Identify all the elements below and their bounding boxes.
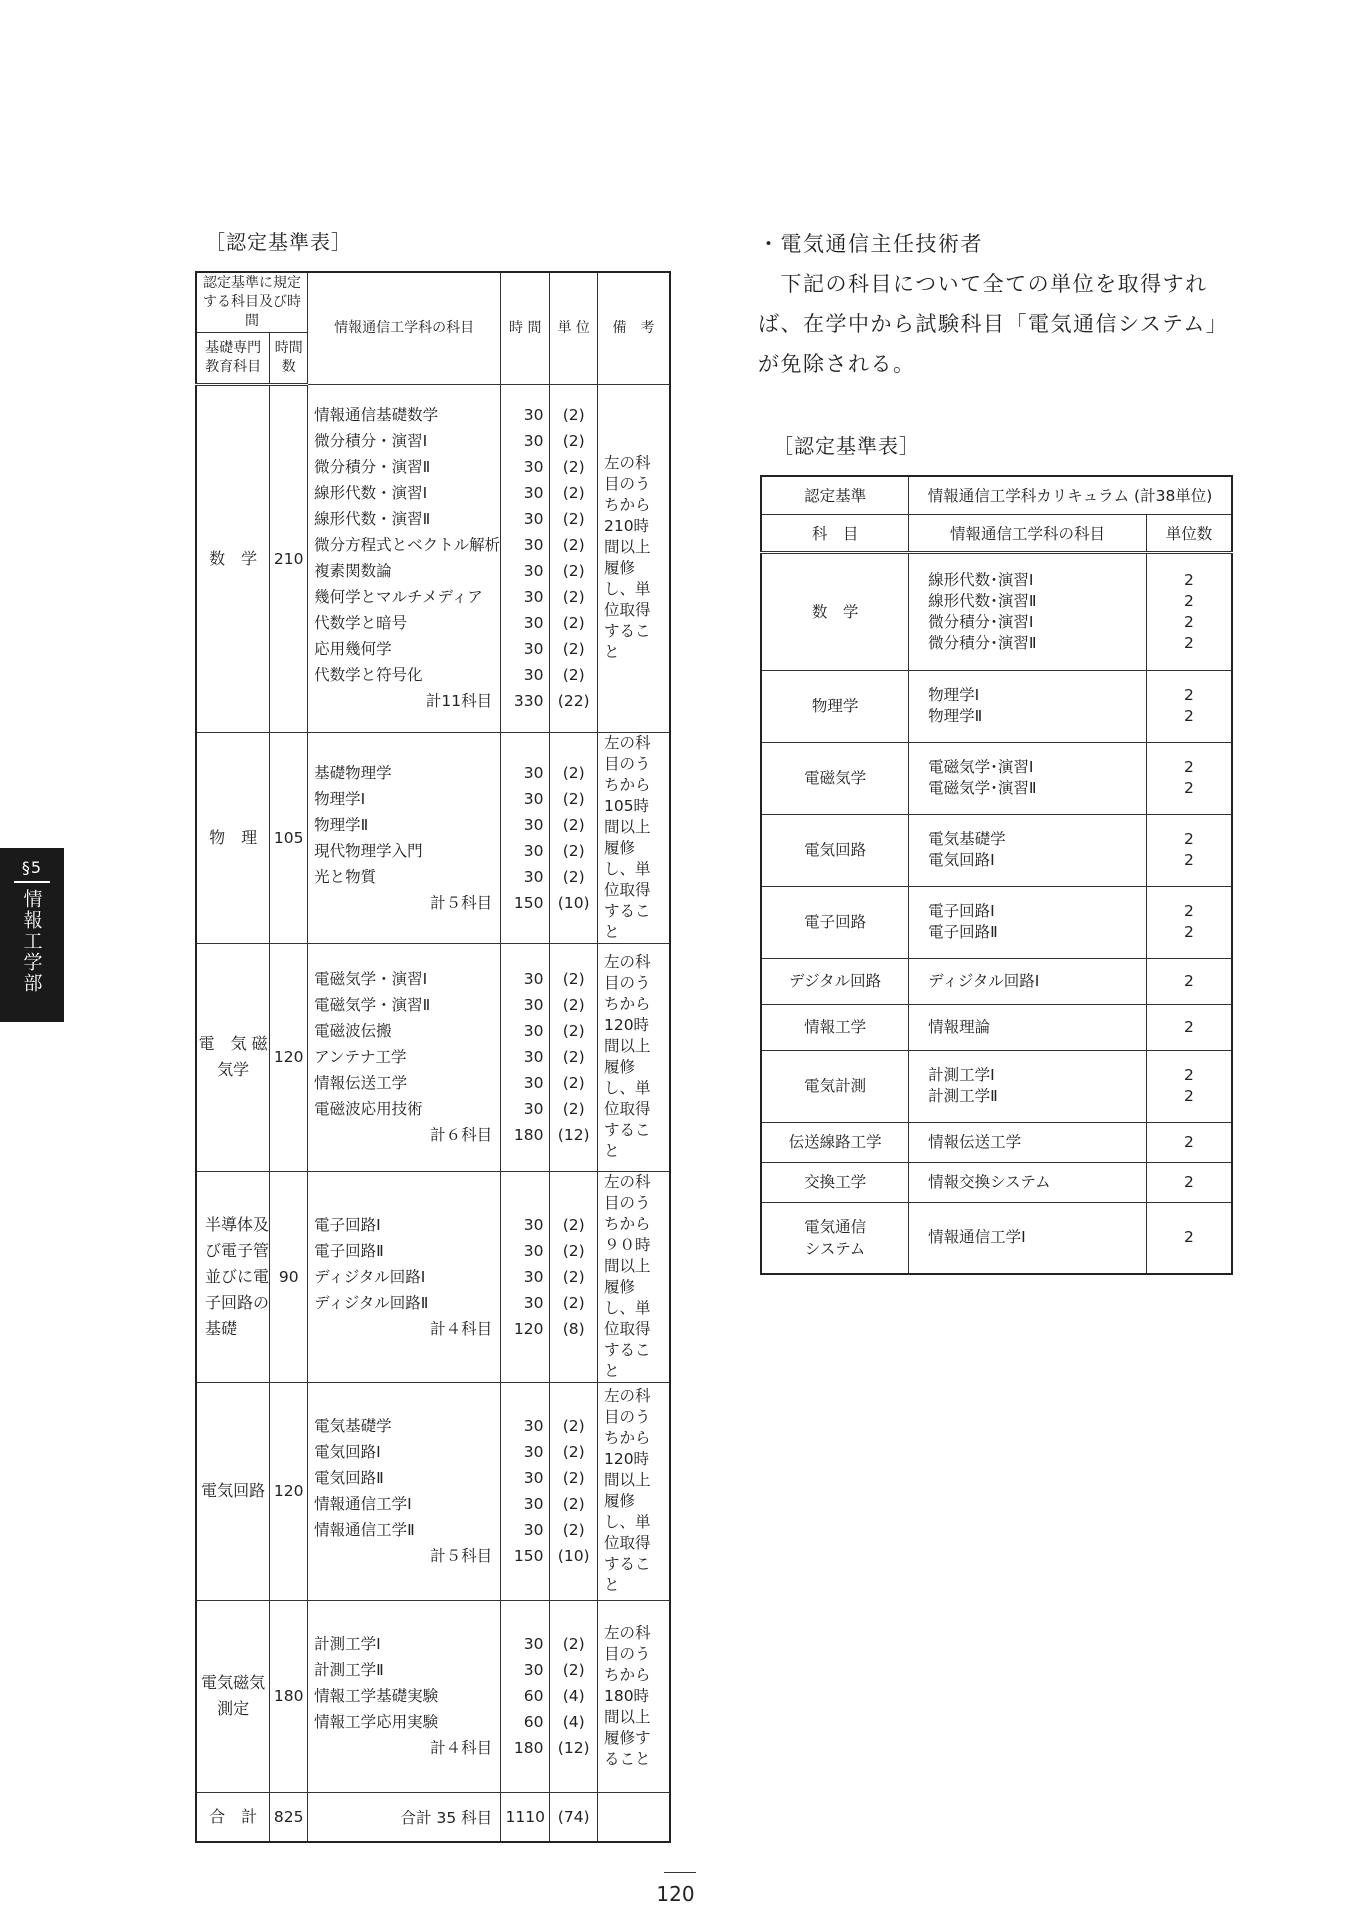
left-table-heading: ［認定基準表］ <box>205 230 352 254</box>
dept-subject: 電気回路Ⅰ <box>928 851 995 869</box>
subject-line: 線形代数・演習Ⅱ <box>314 510 431 528</box>
unit-count-cell <box>1146 886 1232 958</box>
hours-value: 30 <box>523 406 544 424</box>
subject-line: 計４科目 <box>430 1319 493 1338</box>
units-list <box>550 1171 598 1382</box>
header-curriculum: 情報通信工学科カリキュラム (計38単位) <box>909 476 1232 514</box>
units-list <box>550 384 598 732</box>
units-value: (2) <box>562 562 585 580</box>
header-dept-subject: 情報通信工学科の科目 <box>909 514 1147 552</box>
unit-count-cell <box>1146 958 1232 1004</box>
subject-line: 計測工学Ⅱ <box>314 1661 384 1679</box>
dept-subject-cell <box>909 742 1147 814</box>
total-hours-required: 825 <box>270 1792 308 1842</box>
unit-count: 2 <box>1184 851 1194 869</box>
standard-name: デジタル回路 <box>761 958 909 1004</box>
dept-subject: ディジタル回路Ⅰ <box>928 971 1040 990</box>
hours-list <box>501 943 550 1171</box>
group-required-hours: 120 <box>270 1382 308 1600</box>
units-value: (2) <box>562 970 585 988</box>
subject-line: 計５科目 <box>430 893 493 912</box>
standard-row <box>761 1202 1232 1274</box>
dept-subject-cell <box>909 1122 1147 1162</box>
subject-line: 電磁波伝搬 <box>314 1022 392 1040</box>
group-category: 物 理 <box>196 732 270 943</box>
group-required-hours: 210 <box>270 384 308 732</box>
dept-subject-cell <box>909 1162 1147 1202</box>
header-subject: 科 目 <box>761 514 909 552</box>
group-note: 左の科目のうちから210時間以上履修し、単位取得すること <box>597 384 670 732</box>
group-note: 左の科目のうちから180時間以上履修すること <box>597 1600 670 1792</box>
unit-count-cell <box>1146 1162 1232 1202</box>
dept-subject-cell <box>909 886 1147 958</box>
units-value: (2) <box>562 1267 585 1286</box>
subject-group-row <box>196 1382 670 1600</box>
units-value: (2) <box>562 484 585 502</box>
dept-subject: 微分積分･演習Ⅱ <box>928 633 1037 652</box>
header-subject: 情報通信工学科の科目 <box>308 272 501 384</box>
subject-line: 微分積分・演習Ⅱ <box>314 458 431 476</box>
hours-value: 30 <box>523 1215 544 1234</box>
subject-line: 線形代数・演習Ⅰ <box>314 484 428 502</box>
units-value: (2) <box>562 1215 585 1234</box>
hours-value: 30 <box>523 970 544 988</box>
hours-value: 60 <box>523 1713 544 1731</box>
units-value: (4) <box>562 1687 585 1705</box>
units-value: (2) <box>562 867 585 886</box>
units-value: (2) <box>562 1635 585 1653</box>
standard-name: 交換工学 <box>761 1162 909 1202</box>
dept-subject: 電子回路Ⅱ <box>928 923 998 941</box>
unit-count: 2 <box>1184 923 1194 941</box>
dept-subject-cell <box>909 1202 1147 1274</box>
subject-line: ディジタル回路Ⅱ <box>314 1293 429 1312</box>
units-value: (2) <box>562 1661 585 1679</box>
unit-count-cell <box>1146 1050 1232 1122</box>
subject-line: 微分積分・演習Ⅰ <box>314 432 428 450</box>
unit-count: 2 <box>1184 758 1194 776</box>
units-list <box>550 943 598 1171</box>
subject-line: 電気回路Ⅰ <box>314 1443 381 1461</box>
subject-line: 計６科目 <box>430 1126 493 1144</box>
standard-name: 情報工学 <box>761 1004 909 1050</box>
units-value: (2) <box>562 1469 585 1487</box>
header-standard: 認定基準に規定する科目及び時間 <box>196 272 308 332</box>
unit-count: 2 <box>1184 830 1194 848</box>
standard-name: 電磁気学 <box>761 742 909 814</box>
right-body-text: 下記の科目について全ての単位を取得すれば、在学中から試験科目「電気通信システム」が免除される。 <box>758 272 1229 376</box>
dept-subject: 電磁気学･演習Ⅰ <box>928 758 1034 776</box>
unit-count: 2 <box>1184 612 1194 631</box>
hours-value: 30 <box>523 536 544 554</box>
unit-count: 2 <box>1184 686 1194 704</box>
unit-count-cell <box>1146 670 1232 742</box>
subject-line: 電磁気学・演習Ⅰ <box>314 970 428 988</box>
header-hours: 時 間 <box>501 272 550 384</box>
unit-count: 2 <box>1184 971 1194 990</box>
group-category: 数 学 <box>196 384 270 732</box>
standard-row <box>761 1004 1232 1050</box>
hours-value: 30 <box>523 432 544 450</box>
subject-list <box>308 943 501 1171</box>
unit-count-cell <box>1146 552 1232 670</box>
subject-line: 電磁波応用技術 <box>314 1100 423 1118</box>
subject-group-row <box>196 732 670 943</box>
hours-value: 330 <box>513 692 544 710</box>
subject-group-row <box>196 943 670 1171</box>
hours-list <box>501 732 550 943</box>
hours-value: 30 <box>523 1521 544 1539</box>
units-value: (2) <box>562 666 585 684</box>
dept-subject: 電気基礎学 <box>928 830 1006 848</box>
group-required-hours: 120 <box>270 943 308 1171</box>
hours-value: 30 <box>523 510 544 528</box>
hours-value: 30 <box>523 484 544 502</box>
total-subjects: 合計 35 科目 <box>308 1792 501 1842</box>
subject-group-row <box>196 1171 670 1382</box>
standard-name: 電気通信システム <box>761 1202 909 1274</box>
unit-count: 2 <box>1184 570 1194 589</box>
hours-value: 30 <box>523 815 544 834</box>
units-value: (2) <box>562 588 585 606</box>
units-value: (2) <box>562 841 585 860</box>
certification-table-left <box>195 271 671 1843</box>
units-value: (10) <box>557 893 590 912</box>
dept-subject-cell <box>909 670 1147 742</box>
group-note: 左の科目のうちから120時間以上履修し、単位取得すること <box>597 943 670 1171</box>
units-value: (2) <box>562 510 585 528</box>
units-value: (2) <box>562 458 585 476</box>
group-category: 電気磁気測定 <box>196 1600 270 1792</box>
subject-line: 計５科目 <box>430 1547 493 1565</box>
subject-group-row <box>196 1600 670 1792</box>
units-value: (2) <box>562 1022 585 1040</box>
subject-line: 情報通信工学Ⅱ <box>314 1521 415 1539</box>
hours-value: 30 <box>523 1443 544 1461</box>
subject-line: 現代物理学入門 <box>314 841 423 860</box>
units-value: (2) <box>562 406 585 424</box>
group-category: 電気回路 <box>196 1382 270 1600</box>
hours-value: 30 <box>523 1241 544 1260</box>
hours-list <box>501 1382 550 1600</box>
units-value: (2) <box>562 1100 585 1118</box>
standard-row <box>761 742 1232 814</box>
unit-count: 2 <box>1184 591 1194 610</box>
subject-line: 電子回路Ⅰ <box>314 1215 381 1234</box>
units-value: (2) <box>562 1048 585 1066</box>
dept-subject-cell <box>909 1050 1147 1122</box>
group-required-hours: 180 <box>270 1600 308 1792</box>
subject-line: 電子回路Ⅱ <box>314 1241 384 1260</box>
unit-count: 2 <box>1184 902 1194 920</box>
total-units: (74) <box>550 1792 598 1842</box>
units-value: (12) <box>557 1739 590 1757</box>
hours-value: 30 <box>523 789 544 808</box>
group-category: 半導体及び電子管並びに電子回路の基礎 <box>196 1171 270 1382</box>
subject-line: 情報工学応用実験 <box>314 1713 439 1731</box>
certification-table-right <box>760 475 1233 1275</box>
subject-line: 光と物質 <box>314 867 377 886</box>
hours-value: 60 <box>523 1687 544 1705</box>
subject-list <box>308 1171 501 1382</box>
units-value: (2) <box>562 536 585 554</box>
standard-row <box>761 814 1232 886</box>
unit-count-cell <box>1146 1004 1232 1050</box>
standard-row <box>761 552 1232 670</box>
section-side-tab <box>0 848 64 1022</box>
unit-count: 2 <box>1184 1228 1194 1247</box>
unit-count: 2 <box>1184 1017 1194 1036</box>
subject-line: 電気基礎学 <box>314 1417 392 1435</box>
hours-value: 30 <box>523 841 544 860</box>
units-value: (2) <box>562 1443 585 1461</box>
section-label: 情報工学部 <box>20 889 43 994</box>
subject-line: 電気回路Ⅱ <box>314 1469 384 1487</box>
subject-line: 電磁気学・演習Ⅱ <box>314 996 431 1014</box>
unit-count: 2 <box>1184 633 1194 652</box>
hours-value: 150 <box>513 893 544 912</box>
subject-list <box>308 1600 501 1792</box>
header-basic-subjects: 基礎専門教育科目 <box>196 332 270 384</box>
units-value: (2) <box>562 815 585 834</box>
subject-line: アンテナ工学 <box>314 1048 407 1066</box>
subject-line: 応用幾何学 <box>314 640 392 658</box>
standard-row <box>761 670 1232 742</box>
units-value: (12) <box>557 1126 590 1144</box>
dept-subject: 情報理論 <box>928 1017 991 1036</box>
units-value: (8) <box>562 1319 585 1338</box>
subject-line: 計測工学Ⅰ <box>314 1635 381 1653</box>
units-value: (2) <box>562 996 585 1014</box>
subject-list <box>308 1382 501 1600</box>
hours-value: 30 <box>523 458 544 476</box>
subject-line: 情報通信基礎数学 <box>314 406 439 424</box>
subject-line: 代数学と符号化 <box>314 666 423 684</box>
dept-subject: 情報交換システム <box>928 1172 1051 1191</box>
hours-value: 30 <box>523 1074 544 1092</box>
unit-count: 2 <box>1184 1087 1194 1105</box>
standard-name: 電気計測 <box>761 1050 909 1122</box>
subject-line: 複素関数論 <box>314 562 392 580</box>
header-units: 単位数 <box>1146 514 1232 552</box>
hours-value: 30 <box>523 1495 544 1513</box>
standard-row <box>761 886 1232 958</box>
subject-line: 基礎物理学 <box>314 763 392 782</box>
units-value: (2) <box>562 614 585 632</box>
unit-count-cell <box>1146 814 1232 886</box>
dept-subject: 線形代数･演習Ⅱ <box>928 591 1037 610</box>
dept-subject-cell <box>909 552 1147 670</box>
standard-name: 電子回路 <box>761 886 909 958</box>
hours-value: 30 <box>523 1469 544 1487</box>
hours-value: 30 <box>523 1635 544 1653</box>
dept-subject-cell <box>909 814 1147 886</box>
standard-name: 伝送線路工学 <box>761 1122 909 1162</box>
units-value: (2) <box>562 1521 585 1539</box>
subject-line: 幾何学とマルチメディア <box>314 588 483 606</box>
subject-line: 情報工学基礎実験 <box>314 1687 439 1705</box>
subject-group-row <box>196 384 670 732</box>
hours-list <box>501 1171 550 1382</box>
hours-value: 30 <box>523 1661 544 1679</box>
units-value: (2) <box>562 763 585 782</box>
units-value: (2) <box>562 1074 585 1092</box>
dept-subject-cell <box>909 958 1147 1004</box>
hours-value: 30 <box>523 562 544 580</box>
hours-value: 180 <box>513 1126 544 1144</box>
group-category: 電 気 磁気学 <box>196 943 270 1171</box>
unit-count: 2 <box>1184 707 1194 725</box>
dept-subject: 線形代数･演習Ⅰ <box>928 570 1034 589</box>
units-list <box>550 1382 598 1600</box>
dept-subject: 物理学Ⅱ <box>928 707 983 725</box>
hours-value: 30 <box>523 867 544 886</box>
group-note: 左の科目のうちから105時間以上履修し、単位取得すること <box>597 732 670 943</box>
standard-row <box>761 958 1232 1004</box>
group-required-hours: 105 <box>270 732 308 943</box>
subject-line: 情報通信工学Ⅰ <box>314 1495 412 1513</box>
section-number: §5 <box>21 858 43 877</box>
subject-line: 計４科目 <box>430 1739 493 1757</box>
dept-subject: 情報通信工学Ⅰ <box>928 1228 1026 1247</box>
dept-subject: 電磁気学･演習Ⅱ <box>928 779 1037 797</box>
units-list <box>550 732 598 943</box>
unit-count: 2 <box>1184 1132 1194 1151</box>
units-list <box>550 1600 598 1792</box>
hours-value: 30 <box>523 666 544 684</box>
subject-line: 物理学Ⅰ <box>314 789 366 808</box>
standard-name: 電気回路 <box>761 814 909 886</box>
units-value: (2) <box>562 640 585 658</box>
unit-count-cell <box>1146 1202 1232 1274</box>
units-value: (2) <box>562 1293 585 1312</box>
dept-subject: 微分積分･演習Ⅰ <box>928 612 1034 631</box>
unit-count: 2 <box>1184 1172 1194 1191</box>
right-table-heading: ［認定基準表］ <box>773 434 920 458</box>
total-hours: 1110 <box>501 1792 550 1842</box>
subject-line: 情報伝送工学 <box>314 1074 408 1092</box>
units-value: (10) <box>557 1547 590 1565</box>
subject-list <box>308 732 501 943</box>
hours-value: 30 <box>523 1293 544 1312</box>
dept-subject: 電子回路Ⅰ <box>928 902 995 920</box>
group-note: 左の科目のうちから120時間以上履修し、単位取得すること <box>597 1382 670 1600</box>
hours-value: 30 <box>523 588 544 606</box>
header-standard: 認定基準 <box>761 476 909 514</box>
hours-value: 120 <box>513 1319 544 1338</box>
hours-value: 30 <box>523 1048 544 1066</box>
subject-line: 微分方程式とベクトル解析 <box>314 536 501 554</box>
hours-value: 30 <box>523 1417 544 1435</box>
subject-line: 計11科目 <box>425 692 493 710</box>
hours-value: 30 <box>523 763 544 782</box>
subject-line: ディジタル回路Ⅰ <box>314 1267 426 1286</box>
unit-count: 2 <box>1184 1066 1194 1084</box>
hours-value: 30 <box>523 640 544 658</box>
units-value: (2) <box>562 1241 585 1260</box>
hours-value: 180 <box>513 1739 544 1757</box>
units-value: (22) <box>557 692 590 710</box>
standard-row <box>761 1050 1232 1122</box>
total-row <box>196 1792 670 1842</box>
unit-count-cell <box>1146 742 1232 814</box>
total-label: 合 計 <box>196 1792 270 1842</box>
hours-value: 30 <box>523 1022 544 1040</box>
standard-row <box>761 1122 1232 1162</box>
hours-list <box>501 384 550 732</box>
subject-list <box>308 384 501 732</box>
hours-value: 150 <box>513 1547 544 1565</box>
hours-list <box>501 1600 550 1792</box>
units-value: (2) <box>562 1495 585 1513</box>
header-units: 単 位 <box>550 272 598 384</box>
subject-line: 物理学Ⅱ <box>314 815 369 834</box>
header-hour-count: 時間数 <box>270 332 308 384</box>
unit-count: 2 <box>1184 779 1194 797</box>
hours-value: 30 <box>523 996 544 1014</box>
dept-subject: 計測工学Ⅰ <box>928 1066 995 1084</box>
dept-subject-cell <box>909 1004 1147 1050</box>
hours-value: 30 <box>523 1267 544 1286</box>
units-value: (4) <box>562 1713 585 1731</box>
hours-value: 30 <box>523 1100 544 1118</box>
units-value: (2) <box>562 1417 585 1435</box>
group-required-hours: 90 <box>270 1171 308 1382</box>
dept-subject: 物理学Ⅰ <box>928 686 980 704</box>
page-number: 120 <box>656 1882 695 1906</box>
hours-value: 30 <box>523 614 544 632</box>
group-note: 左の科目のうちから９０時間以上履修し、単位取得すること <box>597 1171 670 1382</box>
unit-count-cell <box>1146 1122 1232 1162</box>
dept-subject: 計測工学Ⅱ <box>928 1087 998 1105</box>
standard-name: 物理学 <box>761 670 909 742</box>
units-value: (2) <box>562 432 585 450</box>
header-notes: 備 考 <box>597 272 670 384</box>
dept-subject: 情報伝送工学 <box>928 1132 1022 1151</box>
subject-line: 代数学と暗号 <box>314 614 408 632</box>
right-title: ・電気通信主任技術者 <box>758 232 983 256</box>
units-value: (2) <box>562 789 585 808</box>
standard-name: 数 学 <box>761 552 909 670</box>
standard-row <box>761 1162 1232 1202</box>
